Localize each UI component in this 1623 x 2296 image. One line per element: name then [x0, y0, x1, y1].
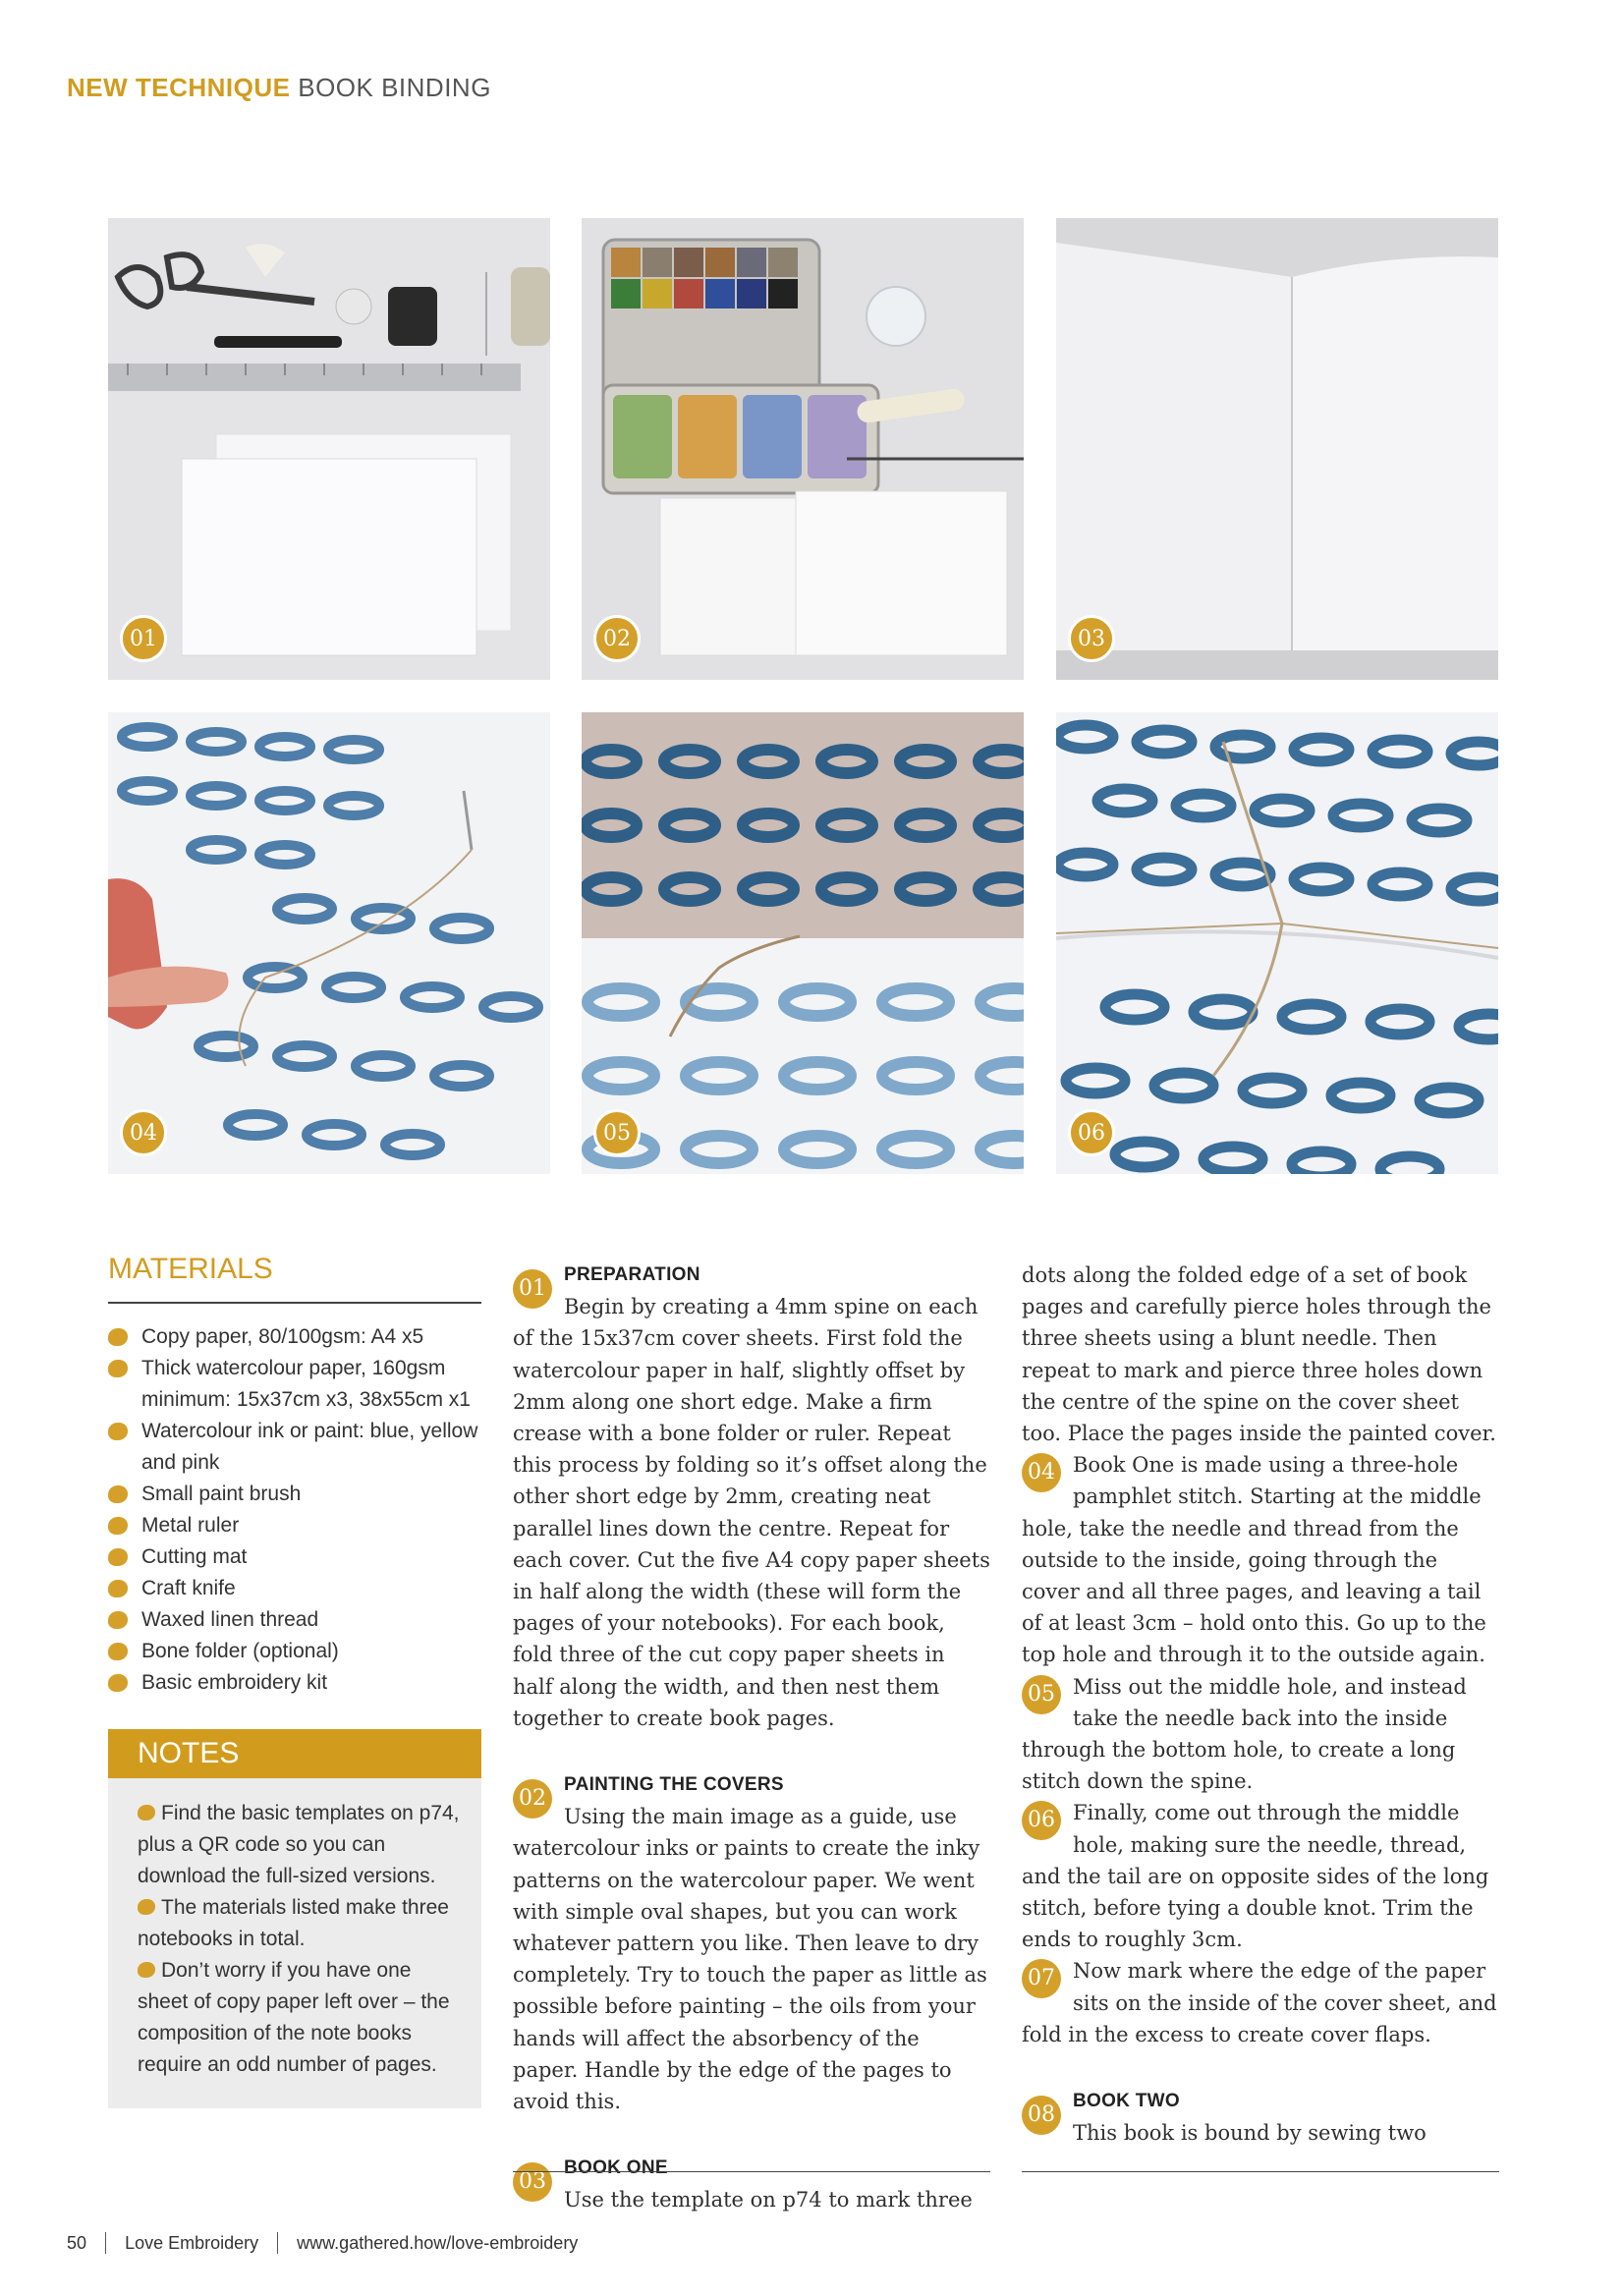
column-end-rule [1022, 2171, 1499, 2172]
list-item: Thick watercolour paper, 160gsm minimum: 15x37cm x3, 38x55cm x1 [108, 1353, 481, 1416]
paints-photo-icon [582, 218, 1024, 680]
list-item: Cutting mat [108, 1541, 481, 1573]
step-08 [1022, 2086, 1499, 2149]
materials-title: MATERIALS [108, 1253, 273, 1285]
paint-blob-icon [108, 1328, 128, 1346]
list-item: Watercolour ink or paint: blue, yellow and pink [108, 1416, 481, 1479]
instructions-column-middle [513, 1260, 990, 2216]
step-text: Finally, come out through the middle hole, making sure the needle, thread, and the tail are on opposite sides of the long stitch, before tying a double knot. Trim the ends to roughly 3cm. [1022, 1801, 1489, 1952]
step-photo-04 [108, 712, 550, 1174]
step-01 [513, 1260, 990, 1734]
step-07 [1022, 1955, 1499, 2050]
paint-blob-icon [108, 1580, 128, 1597]
paint-blob-icon [108, 1548, 128, 1566]
step-text: Book One is made using a three-hole pamphlet stitch. Starting at the middle hole, take the needle and thread from the outside to the inside, going through the cover and all three pages, and leaving a tail of at least 3cm – hold onto this. Go up to the top hole and through it to the outside again. [1022, 1453, 1486, 1667]
step-02 [513, 1769, 990, 2117]
note-item: Don’t worry if you have one sheet of copy paper left over – the composition of the note books require an odd number of pages. [138, 1959, 450, 2076]
note-item: Find the basic templates on p74, plus a QR code so you can download the full-sized versions. [138, 1802, 460, 1887]
photo-step-badge: 03 [1068, 615, 1115, 662]
list-item: Basic embroidery kit [108, 1667, 481, 1699]
needle-piercing-photo-icon [108, 712, 550, 1174]
step-03-continued: dots along the folded edge of a set of book pages and carefully pierce holes through the three sheets using a blunt needle. Then repeat to mark and pierce three holes down the centre of the spine on the cover sheet too. Place the pages inside the painted cover. [1022, 1263, 1496, 1446]
thread-inside-photo-icon [582, 712, 1024, 1174]
step-number: 06 [1022, 1801, 1061, 1840]
paint-blob-icon [108, 1611, 128, 1629]
column-end-rule [513, 2171, 990, 2172]
step-03 [513, 2153, 990, 2215]
note-item: The materials listed make three notebooks in total. [138, 1896, 449, 1950]
step-number: 01 [513, 1269, 552, 1309]
paint-blob-icon [108, 1485, 128, 1503]
footer-divider [277, 2232, 278, 2254]
notes-title: NOTES [108, 1729, 481, 1778]
step-text: This book is bound by sewing two [1073, 2121, 1427, 2146]
step-title: BOOK ONE [564, 2157, 668, 2179]
page-number: 50 [67, 2233, 87, 2253]
photo-step-badge: 01 [120, 615, 167, 662]
photo-step-badge: 04 [120, 1109, 167, 1156]
step-number: 03 [513, 2162, 552, 2202]
paint-blob-icon [108, 1360, 128, 1377]
header-section: BOOK BINDING [298, 73, 491, 102]
list-item: Copy paper, 80/100gsm: A4 x5 [108, 1321, 481, 1353]
footer-divider [105, 2232, 106, 2254]
paint-blob-icon [138, 1805, 155, 1820]
paint-blob-icon [108, 1423, 128, 1440]
list-item: Small paint brush [108, 1479, 481, 1510]
notes-body [138, 1798, 462, 2081]
step-05 [1022, 1671, 1499, 1798]
open-notebook-photo-icon [1056, 218, 1498, 680]
list-item: Metal ruler [108, 1510, 481, 1541]
step-text: Using the main image as a guide, use watercolour inks or paints to create the inky patterns on the watercolour paper. We went with simple oval shapes, but you can work whatever pattern you like. Then leave to dry completely. Try to touch the paper as little as possible before painting – the oils from your hands will affect the absorbency of the paper. Handle by the edge of the pages to avoid this. [513, 1805, 987, 2114]
step-number: 04 [1022, 1453, 1061, 1492]
page-header [67, 73, 491, 103]
tools-photo-icon [108, 218, 550, 680]
step-title: PREPARATION [564, 1264, 700, 1285]
step-text: Miss out the middle hole, and instead take the needle back into the inside through the bottom hole, to create a long stitch down the spine. [1022, 1674, 1467, 1794]
step-text: Use the template on p74 to mark three [564, 2188, 973, 2212]
step-title: BOOK TWO [1073, 2091, 1180, 2112]
step-photo-05 [582, 712, 1024, 1174]
materials-list [108, 1321, 481, 1699]
photo-step-badge: 05 [593, 1109, 641, 1156]
step-photo-02 [582, 218, 1024, 680]
paint-blob-icon [108, 1643, 128, 1660]
step-text: Now mark where the edge of the paper sits on the inside of the cover sheet, and fold in the excess to create cover flaps. [1022, 1959, 1497, 2046]
step-photo-06 [1056, 712, 1498, 1174]
paint-blob-icon [138, 1899, 155, 1915]
list-item: Waxed linen thread [108, 1604, 481, 1636]
header-accent: NEW TECHNIQUE [67, 73, 291, 102]
step-06 [1022, 1797, 1499, 1955]
stitched-spine-photo-icon [1056, 712, 1498, 1174]
paint-blob-icon [138, 1962, 155, 1978]
page-footer [67, 2232, 578, 2254]
step-number: 07 [1022, 1959, 1061, 1998]
materials-divider [108, 1302, 481, 1304]
step-text: Begin by creating a 4mm spine on each of the 15x37cm cover sheets. First fold the watercolour paper in half, slightly offset by 2mm along one short edge. Make a firm crease with a bone folder or ruler. Repeat this process by folding so it’s offset along the other short edge by 2mm, creating neat parallel lines down the centre. Repeat for each cover. Cut the five A4 copy paper sheets in half along the width (these will form the pages of your notebooks). For each book, fold three of the cut copy paper sheets in half along the width, and then nest them together to create book pages. [513, 1295, 990, 1730]
step-photo-01 [108, 218, 550, 680]
step-number: 08 [1022, 2096, 1061, 2135]
list-item: Bone folder (optional) [108, 1636, 481, 1667]
step-title: PAINTING THE COVERS [564, 1774, 784, 1796]
magazine-name: Love Embroidery [125, 2233, 259, 2253]
photo-step-badge: 02 [593, 615, 641, 662]
footer-url[interactable]: www.gathered.how/love-embroidery [297, 2233, 579, 2253]
list-item: Craft knife [108, 1573, 481, 1604]
step-04 [1022, 1449, 1499, 1670]
step-photo-03 [1056, 218, 1498, 680]
step-number: 05 [1022, 1675, 1061, 1714]
paint-blob-icon [108, 1674, 128, 1692]
instructions-column-right [1022, 1260, 1499, 2149]
photo-step-badge: 06 [1068, 1109, 1115, 1156]
step-number: 02 [513, 1779, 552, 1819]
paint-blob-icon [108, 1517, 128, 1535]
